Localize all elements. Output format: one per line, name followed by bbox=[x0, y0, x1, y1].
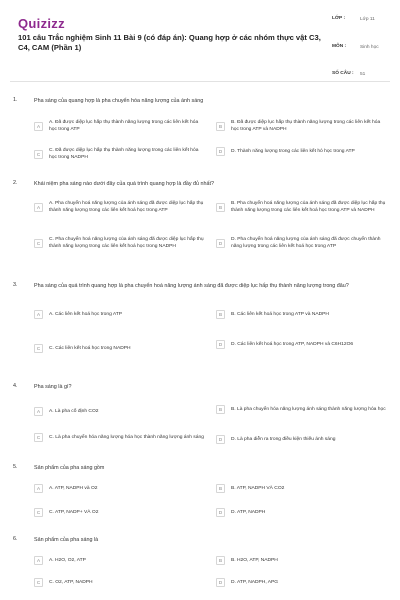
option-letter: A bbox=[34, 484, 43, 493]
option-letter: D bbox=[216, 239, 225, 248]
option-text: B. Là pha chuyển hóa năng lượng ánh sáng thành năng lượng hóa học bbox=[231, 407, 386, 412]
option-c[interactable] bbox=[34, 433, 204, 442]
question-text: Pha sáng là gì? bbox=[34, 384, 72, 390]
option-letter: D bbox=[216, 508, 225, 517]
count-label: SỐ CÂU : bbox=[332, 71, 354, 76]
option-b[interactable] bbox=[216, 556, 386, 565]
option-text: A. Pha chuyển hoá năng lượng của ánh sáng đã được diệp lục hấp thụ thành năng lượng trong các liên kết hoá học trong ATP bbox=[49, 201, 204, 213]
count-row bbox=[332, 68, 388, 78]
question-number: 4. bbox=[13, 383, 18, 389]
option-c[interactable] bbox=[34, 236, 204, 250]
grade-row bbox=[332, 13, 388, 37]
question-text: Pha sáng của quang hợp là pha chuyển hóa năng lượng của ánh sáng bbox=[34, 98, 204, 104]
option-letter: A bbox=[34, 203, 43, 212]
grade-value: Lớp 11 bbox=[360, 17, 375, 22]
question-4 bbox=[10, 383, 390, 453]
option-c[interactable] bbox=[34, 147, 204, 161]
question-number: 2. bbox=[13, 180, 18, 186]
subject-label: MÔN : bbox=[332, 44, 347, 49]
option-a[interactable] bbox=[34, 119, 204, 133]
option-text: D. ATP, NADPH bbox=[231, 510, 266, 515]
option-a[interactable] bbox=[34, 310, 204, 319]
option-c[interactable] bbox=[34, 578, 204, 587]
option-letter: A bbox=[34, 310, 43, 319]
option-d[interactable] bbox=[216, 236, 386, 250]
option-letter: B bbox=[216, 203, 225, 212]
option-letter: A bbox=[34, 556, 43, 565]
option-text: A. ATP, NADPH và O2 bbox=[49, 486, 98, 491]
option-text: B. Các liên kết hoá học trong ATP và NADPH bbox=[231, 312, 329, 317]
question-text: Sản phẩm của pha sáng là bbox=[34, 537, 99, 543]
option-text: D. ATP, NADPH, APG bbox=[231, 580, 279, 585]
question-text: Pha sáng của quá trình quang hợp là pha chuyển hoá năng lượng ánh sáng đã được diệp lục hấp thụ thành năng lượng trong đâu? bbox=[34, 283, 349, 289]
option-a[interactable] bbox=[34, 200, 204, 214]
count-value: 51 bbox=[360, 72, 366, 77]
option-letter: B bbox=[216, 484, 225, 493]
option-letter: B bbox=[216, 122, 225, 131]
option-b[interactable] bbox=[216, 310, 386, 319]
option-a[interactable] bbox=[34, 556, 204, 565]
option-letter: C bbox=[34, 508, 43, 517]
question-3 bbox=[10, 282, 390, 362]
meta-block bbox=[332, 13, 388, 82]
option-text: D. Các liên kết hoá học trong ATP, NADPH và C6H12O6 bbox=[231, 342, 354, 347]
question-number: 1. bbox=[13, 97, 18, 103]
question-text: Khái niệm pha sáng nào dưới đây của quá trình quang hợp là đầy đủ nhất? bbox=[34, 181, 215, 187]
option-text: A. Đã được diệp lục hấp thụ thành năng lượng trong các liên kết hóa học trong ATP bbox=[49, 120, 199, 132]
question-number: 6. bbox=[13, 536, 18, 542]
subject-value: Sinh học bbox=[360, 45, 379, 50]
option-text: B. Pha chuyển hoá năng lượng của ánh sáng đã được diệp lục hấp thụ thành năng lượng trong các liên kết hoá học trong ATP và NADPH bbox=[231, 201, 386, 213]
question-1 bbox=[10, 97, 390, 167]
option-d[interactable] bbox=[216, 508, 386, 517]
option-letter: D bbox=[216, 147, 225, 156]
option-c[interactable] bbox=[34, 508, 204, 517]
option-b[interactable] bbox=[216, 405, 386, 414]
page-title: 101 câu Trắc nghiệm Sinh 11 Bài 9 (có đáp án): Quang hợp ở các nhóm thực vật C3, C4, CAM (Phần 1) bbox=[18, 33, 321, 52]
quizizz-logo: Quizizz bbox=[18, 16, 65, 31]
grade-label: LỚP : bbox=[332, 16, 346, 21]
option-letter: B bbox=[216, 405, 225, 414]
option-letter: C bbox=[34, 239, 43, 248]
question-number: 5. bbox=[13, 464, 18, 470]
question-text: Sản phẩm của pha sáng gồm bbox=[34, 465, 105, 471]
option-letter: C bbox=[34, 150, 43, 159]
question-5 bbox=[10, 464, 390, 524]
subject-row bbox=[332, 41, 388, 64]
option-text: C. Là pha chuyển hóa năng lượng hóa học thành năng lượng ánh sáng bbox=[49, 435, 204, 440]
question-number: 3. bbox=[13, 282, 18, 288]
option-b[interactable] bbox=[216, 200, 386, 214]
worksheet-header bbox=[10, 10, 390, 82]
option-text: D. Là pha diễn ra trong điều kiện thiếu ánh sáng bbox=[231, 437, 336, 442]
option-text: C. Các liên kết hoá học trong NADPH bbox=[49, 346, 131, 351]
option-d[interactable] bbox=[216, 340, 386, 349]
option-text: D. Pha chuyển hoá năng lượng của ánh sáng đã được chuyển thành năng lượng trong các liên kết hoá học trong ATP bbox=[231, 237, 381, 249]
option-text: C. Đã được diệp lục hấp thụ thành năng lượng trong các liên kết hóa học trong NADPH bbox=[49, 148, 199, 160]
option-letter: B bbox=[216, 556, 225, 565]
option-text: C. Pha chuyển hoá năng lượng của ánh sáng đã được diệp lục hấp thụ thành năng lượng trong các liên kết hoá học trong NADPH bbox=[49, 237, 204, 249]
option-text: C. ATP, NADP+ VÀ O2 bbox=[49, 510, 99, 515]
option-text: D. Thành năng lượng trong các liên kết hó học trong ATP bbox=[231, 149, 355, 154]
option-text: B. ATP, NADPH VÀ CO2 bbox=[231, 486, 285, 491]
option-letter: A bbox=[34, 122, 43, 131]
option-b[interactable] bbox=[216, 484, 386, 493]
option-text: A. H2O, O2, ATP bbox=[49, 558, 86, 563]
option-letter: D bbox=[216, 578, 225, 587]
option-letter: B bbox=[216, 310, 225, 319]
option-letter: C bbox=[34, 578, 43, 587]
option-text: B. Đã được diệp lục hấp thụ thành năng lượng trong các liên kết hóa học trong ATP và NADPH bbox=[231, 120, 381, 132]
option-d[interactable] bbox=[216, 147, 386, 156]
question-6 bbox=[10, 536, 390, 596]
option-a[interactable] bbox=[34, 407, 204, 416]
option-text: A. Các liên kết hoá học trong ATP bbox=[49, 312, 123, 317]
option-d[interactable] bbox=[216, 578, 386, 587]
option-text: C. O2, ATP, NADPH bbox=[49, 580, 93, 585]
option-b[interactable] bbox=[216, 119, 386, 133]
option-c[interactable] bbox=[34, 344, 204, 353]
option-letter: D bbox=[216, 340, 225, 349]
option-d[interactable] bbox=[216, 435, 386, 444]
option-a[interactable] bbox=[34, 484, 204, 493]
question-2 bbox=[10, 180, 390, 270]
option-letter: A bbox=[34, 407, 43, 416]
option-letter: C bbox=[34, 433, 43, 442]
option-text: B. H2O, ATP, NADPH bbox=[231, 558, 278, 563]
option-letter: D bbox=[216, 435, 225, 444]
option-letter: C bbox=[34, 344, 43, 353]
option-text: A. Là pha cố định CO2 bbox=[49, 409, 99, 414]
